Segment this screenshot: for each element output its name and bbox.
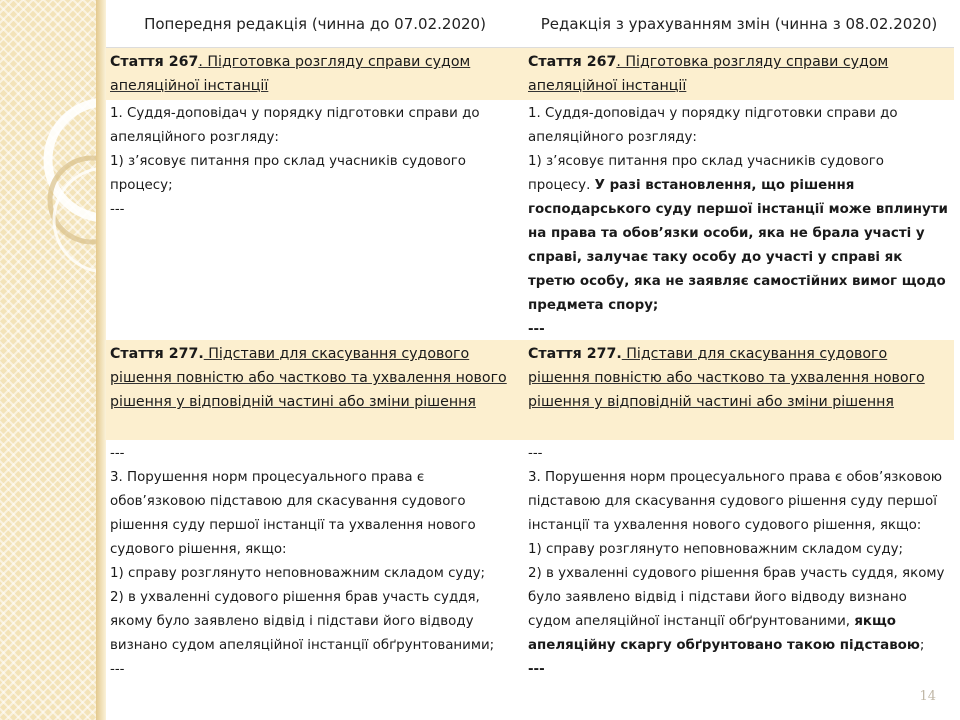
decorative-side-band [0,0,106,720]
article-277-new-title [524,340,954,440]
article-267-old-title [106,48,524,100]
paragraph: 3. Порушення норм процесуального права є обов’язковою підставою для скасування судового рішення суду першої інстанції та ухвалення нового судового рішення, якщо: [528,470,943,533]
article-267-new-title [524,48,954,100]
amended-text: якщо апеляційну скаргу обґрунтовано такою підставою [528,614,920,653]
paragraph: 1. Суддя-доповідач у порядку підготовки справи до апеляційного розгляду: [110,106,480,145]
comparison-table [106,0,954,720]
article-title: Підстави для скасування судового рішення повністю або частково та ухвалення нового рішення у відповідній частині або зміни рішення [528,346,925,410]
article-267-new-body [524,100,954,340]
amended-text: У разі встановлення, що рішення господарського суду першої інстанції може вплинути на права та обов’язки особи, яка не брала участі у справі, залучає таку особу до участі у справі як третю особу, яка не заявляє самостійних вимог щодо предмета спору; [528,178,948,313]
article-277-title-row [106,340,954,440]
header-old-edition: Попередня редакція (чинна до 07.02.2020) [144,14,486,33]
article-277-old-title [106,340,524,440]
article-title: . Підготовка розгляду справи судом апеляційної інстанції [528,54,889,94]
article-267-old-body [106,100,524,340]
article-267-body-row [106,100,954,340]
decorative-circles-icon [0,0,106,720]
table-header [106,0,954,48]
article-267-title-row [106,48,954,100]
paragraph: 2) в ухваленні судового рішення брав участь суддя, якому було заявлено відвід і підстави його відводу визнано судом апеляційної інстанції обґрунтованими; [110,590,495,653]
header-new-edition: Редакція з урахуванням змін (чинна з 08.02.2020) [540,14,938,33]
paragraph: 1) справу розглянуто неповноважним складом суду; [528,542,904,557]
paragraph: --- [528,446,543,461]
article-number: Стаття 277. [110,346,204,362]
page-number: 14 [919,689,936,704]
article-title: . Підготовка розгляду справи судом апеляційної інстанції [110,54,471,94]
paragraph: 1) справу розглянуто неповноважним складом суду; [110,566,486,581]
paragraph: --- [528,662,545,677]
article-title: Підстави для скасування судового рішення повністю або частково та ухвалення нового рішення у відповідній частині або зміни рішення [110,346,507,410]
paragraph: --- [528,322,545,337]
article-number: Стаття 267 [528,54,617,70]
article-277-body-row [106,440,954,720]
article-number: Стаття 267 [110,54,199,70]
paragraph: 2) в ухваленні судового рішення брав участь суддя, якому було заявлено відвід і підстави його відводу визнано судом апеляційної інстанції обґрунтованими, якщо апеляційну скаргу обґрунтовано такою підставою; [528,566,945,653]
paragraph: --- [110,202,125,217]
paragraph: 1. Суддя-доповідач у порядку підготовки справи до апеляційного розгляду: [528,106,898,145]
paragraph: 3. Порушення норм процесуального права є обов’язковою підставою для скасування судового рішення суду першої інстанції та ухвалення нового судового рішення, якщо: [110,470,476,557]
paragraph: --- [110,446,125,461]
article-277-old-body [106,440,524,720]
paragraph: 1) з’ясовує питання про склад учасників судового процесу; [110,154,466,193]
article-277-new-body [524,440,954,720]
paragraph: 1) з’ясовує питання про склад учасників судового процесу. У разі встановлення, що рішення господарського суду першої інстанції може вплинути на права та обов’язки особи, яка не брала участі у справі, залучає таку особу до участі у справі як третю особу, яка не заявляє самостійних вимог щодо предмета спору; [528,154,948,313]
article-number: Стаття 277. [528,346,622,362]
paragraph: --- [110,662,125,677]
